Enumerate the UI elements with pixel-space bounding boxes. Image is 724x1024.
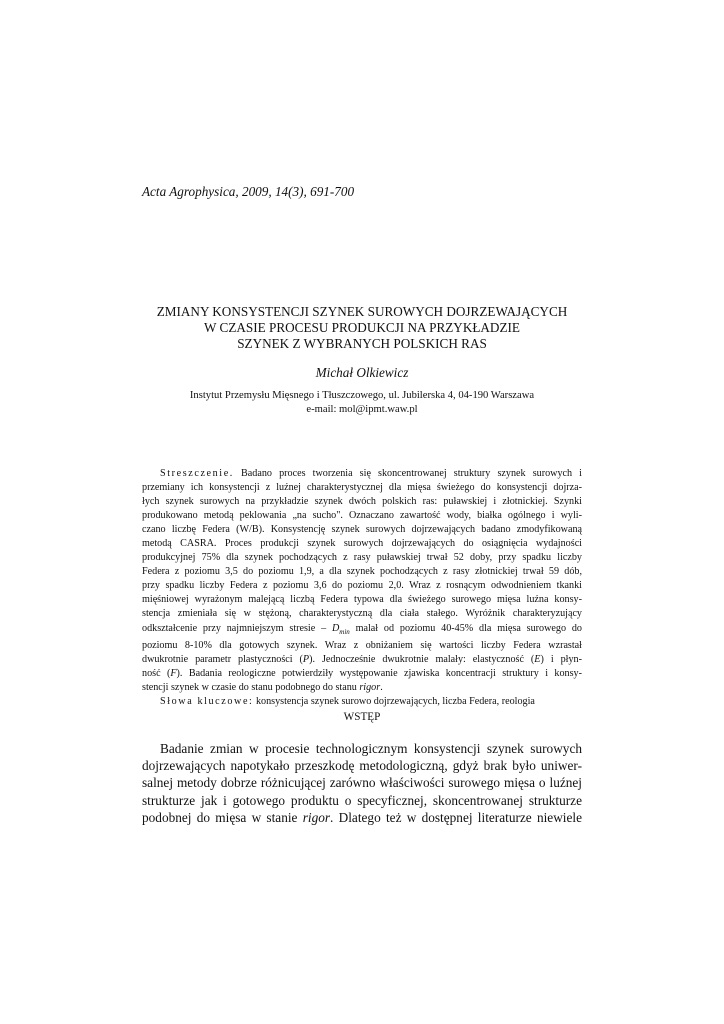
abstract-line: odkształcenie przy najmniejszym stresie – $D_{min}$ malał od poziomu 40-45% dla mięsa surowego do xyxy=(142,622,582,636)
article-title xyxy=(100,304,624,352)
abstract xyxy=(142,467,582,709)
affiliation: Instytut Przemysłu Mięsnego i Tłuszczowego, ul. Jubilerska 4, 04-190 Warszawa xyxy=(189,390,535,401)
title-line: W CZASIE PROCESU PRODUKCJI NA PRZYKŁADZIE xyxy=(204,320,520,335)
keywords xyxy=(142,695,582,709)
affiliation-block xyxy=(100,389,624,417)
abstract-label: Streszczenie. xyxy=(160,468,234,479)
abstract-line: przy spadku liczby Federa z poziomu 3,6 do poziomu 2,0. Wraz z rosnącym odwodnieniem tkanki xyxy=(142,580,582,592)
title-line: ZMIANY KONSYSTENCJI SZYNEK SUROWYCH DOJRZEWAJĄCYCH xyxy=(156,304,568,319)
keywords-text: konsystencja szynek surowo dojrzewających, liczba Federa, reologia xyxy=(253,695,535,707)
d-min-symbol: $D_{min}$ xyxy=(331,622,350,636)
body-line: podobnej do mięsa w stanie rigor. Dlatego też w dostępnej literaturze niewiele xyxy=(142,809,582,825)
body-line: dojrzewających napotykało przeszkodę metodologiczną, gdyż brak było uniwer- xyxy=(142,758,582,774)
abstract-line: łych szynek surowych na przykładzie szynek dwóch polskich ras: puławskiej i złotnickiej. Szynki xyxy=(142,496,582,508)
abstract-line: metodą CASRA. Proces produkcji szynek surowych dojrzewających do osiągnięcia wydajności xyxy=(142,538,582,550)
journal-citation: Acta Agrophysica, 2009, 14(3), 691-700 xyxy=(142,184,355,199)
title-line: SZYNEK Z WYBRANYCH POLSKICH RAS xyxy=(237,336,487,351)
keywords-label: Słowa kluczowe: xyxy=(160,695,254,707)
body-line: strukturze jak i gotowego produktu o specyficznej, skoncentrowanej strukturze xyxy=(142,792,582,808)
abstract-line: stencji szynek w czasie do stanu podobnego do stanu rigor. xyxy=(142,681,383,693)
abstract-line: przemiany ich konsystencji z luźnej charakterystycznej dla mięsa świeżego do konsystencji dojrza- xyxy=(142,482,582,494)
abstract-line: produkcyjnej 75% dla szynek pochodzących z rasy puławskiej trwał 52 doby, przy spadku liczby xyxy=(142,552,582,564)
abstract-line: czano liczbę Federa (W/B). Konsystencję szynek surowych dojrzewających badano zmodyfikowaną xyxy=(142,524,582,536)
abstract-line: Streszczenie. Badano proces tworzenia się skoncentrowanej struktury szynek surowych i xyxy=(160,468,582,479)
body-line: Badanie zmian w procesie technologicznym konsystencji szynek surowych xyxy=(160,741,582,756)
abstract-line: mięśniowej wyrażonym malejącą liczbą Federa typowa dla świeżego surowego mięsa luźna konsy- xyxy=(142,594,582,606)
abstract-line: produkowano metodą peklowania „na sucho". Oznaczano zawartość wody, białka ogólnego i wyli- xyxy=(142,510,582,522)
abstract-line: stencja zmieniała się w stężoną, charakterystyczną dla ciała stałego. Wyróżnik charakteryzujący xyxy=(142,608,582,620)
abstract-line: Federa z poziomu 3,5 do poziomu 1,9, a dla szynek pochodzących z rasy złotnickiej trwał 59 dób, xyxy=(142,566,582,578)
email: e-mail: mol@ipmt.waw.pl xyxy=(306,404,418,415)
abstract-line: poziomu 8-10% dla gotowych szynek. Wraz z obniżaniem się wartości liczby Federa wzrastał xyxy=(142,639,582,651)
author-name: Michał Olkiewicz xyxy=(315,365,409,380)
body-line: salnej metody dobrze różnicującej zarówno właściwości surowego mięsa o luźnej xyxy=(142,775,582,791)
abstract-line: ność (F). Badania reologiczne potwierdziły występowanie zjawiska koncentracji struktury i konsy- xyxy=(142,667,582,679)
abstract-line: dwukrotnie parametr plastyczności (P). Jednocześnie dwukrotnie malały: elastyczność (E) i płyn- xyxy=(142,653,582,665)
section-heading: WSTĘP xyxy=(343,711,381,723)
body-text xyxy=(142,740,582,826)
